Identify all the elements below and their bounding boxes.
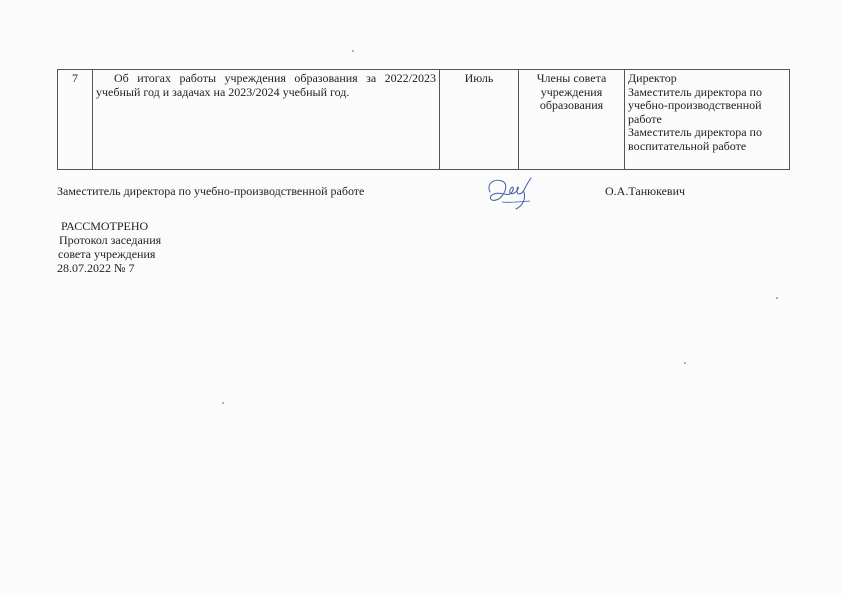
review-block	[57, 219, 161, 275]
row-topic-text: Об итогах работы учреждения образования за 2022/2023 учебный год и задачах на 2023/2024 учебный год.	[96, 71, 436, 99]
participants-line: Члены совета	[536, 71, 607, 85]
responsible-line: Заместитель директора по	[628, 84, 762, 99]
participants-line: учреждения	[540, 84, 603, 99]
responsible-line: воспитательной работе	[628, 138, 747, 153]
row-participants	[519, 70, 625, 170]
participants-line: образования	[539, 98, 604, 112]
review-protocol: Протокол заседания	[59, 233, 162, 247]
plan-table	[57, 69, 790, 170]
row-term: Июль	[440, 70, 519, 170]
review-title: РАССМОТРЕНО	[61, 219, 149, 233]
responsible-line: учебно-производственной	[628, 98, 762, 112]
responsible-line: Заместитель директора по	[628, 125, 762, 139]
scan-speck	[684, 362, 686, 364]
signatory-name: О.А.Танюкевич	[605, 184, 686, 198]
review-council: совета учреждения	[58, 247, 156, 261]
responsible-line: работе	[628, 111, 662, 126]
responsible-line: Директор	[628, 71, 677, 85]
row-responsible	[625, 70, 790, 170]
signatory-position: Заместитель директора по учебно-производственной работе	[57, 184, 365, 198]
table-row	[58, 70, 790, 170]
row-number: 7	[58, 70, 93, 170]
scan-speck	[776, 297, 778, 299]
review-date-number: 28.07.2022 № 7	[57, 261, 135, 275]
handwritten-signature	[484, 172, 540, 212]
scan-speck	[222, 402, 224, 404]
row-topic	[93, 70, 440, 170]
scan-speck	[352, 50, 354, 52]
